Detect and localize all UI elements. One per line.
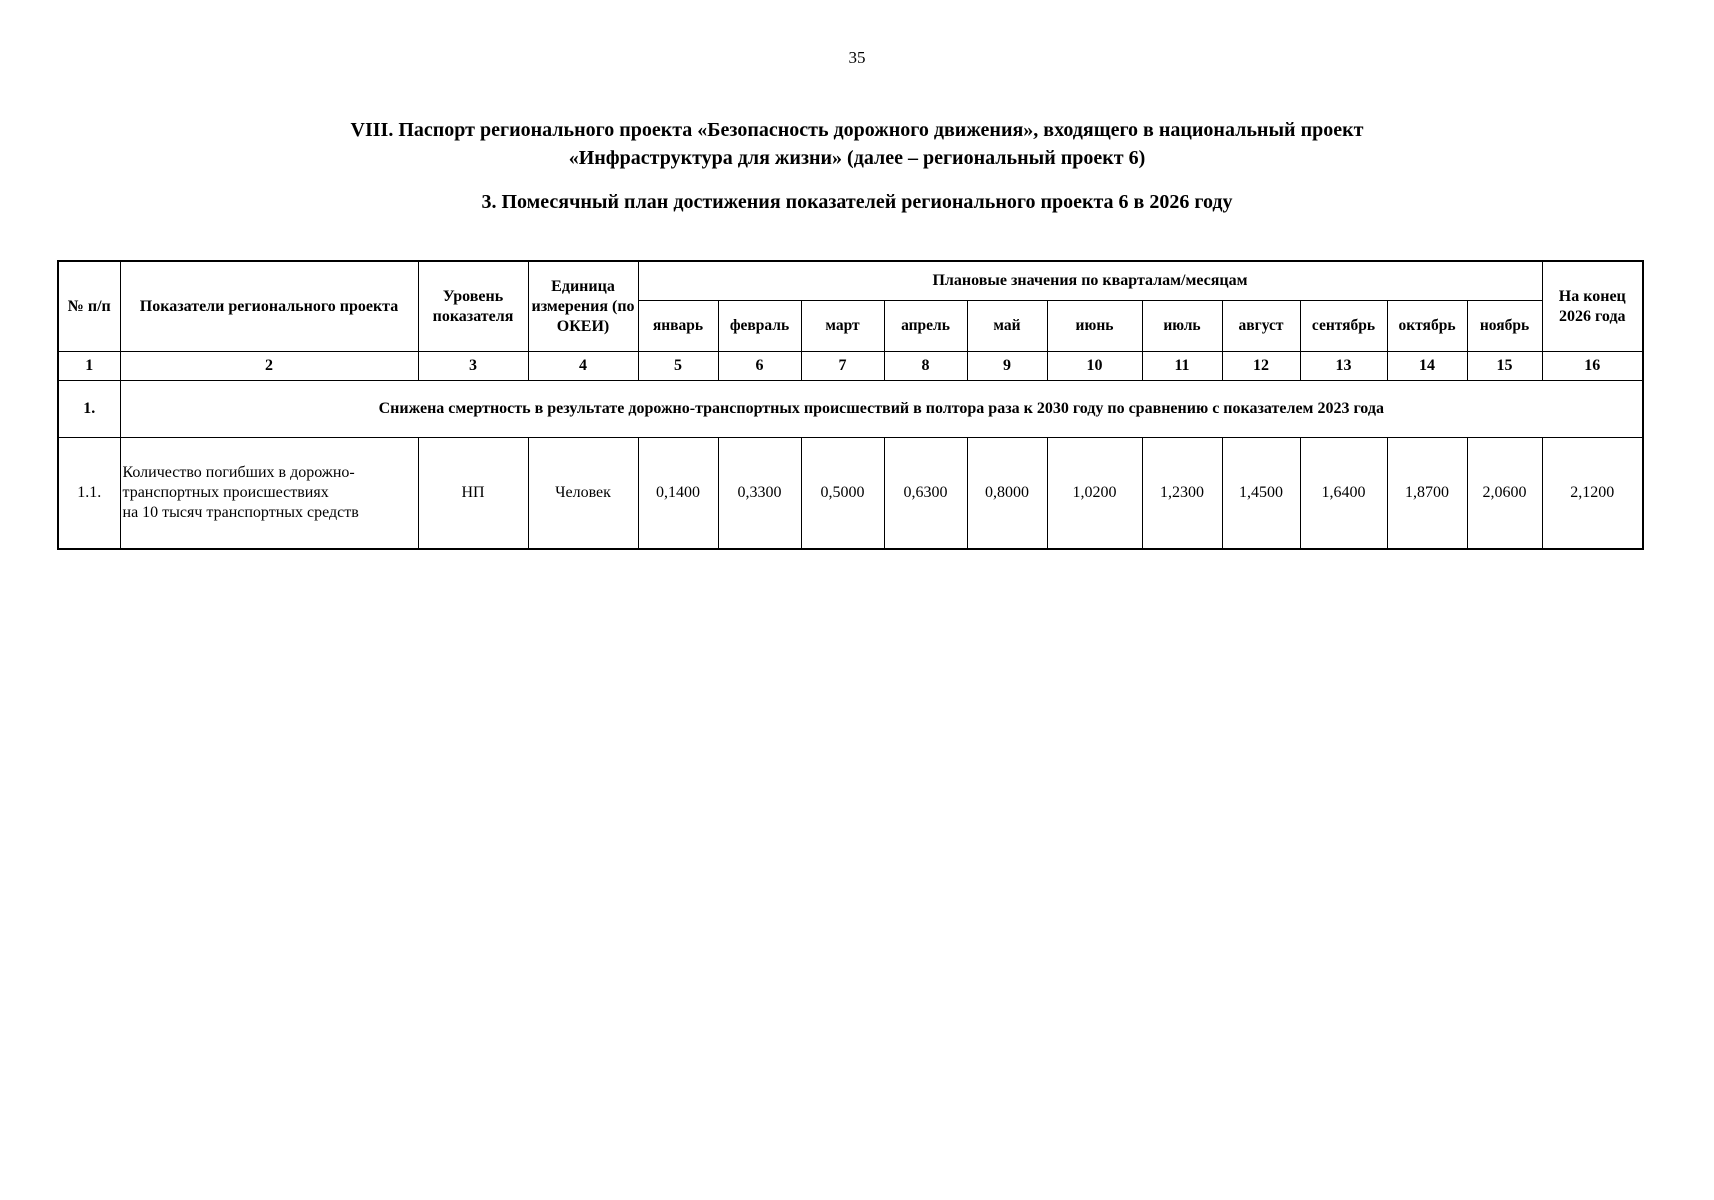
end-of-year-value: 2,1200 <box>1542 438 1643 550</box>
column-number: 4 <box>528 352 638 381</box>
column-number: 14 <box>1387 352 1467 381</box>
goal-text: Снижена смертность в результате дорожно-транспортных происшествий в полтора раза к 2030 году по сравнению с показателем 2023 года <box>120 381 1643 438</box>
table-subtitle: 3. Помесячный план достижения показателей регионального проекта 6 в 2026 году <box>481 191 1233 213</box>
column-number: 9 <box>967 352 1047 381</box>
column-number: 10 <box>1047 352 1142 381</box>
header-planned-values: Плановые значения по кварталам/месяцам <box>638 261 1542 301</box>
page-number: 35 <box>848 48 866 67</box>
header-month: июнь <box>1047 301 1142 352</box>
header-month: март <box>801 301 884 352</box>
header-month: август <box>1222 301 1300 352</box>
indicator-name <box>120 438 418 550</box>
indicator-name-line: на 10 тысяч транспортных средств <box>122 504 359 521</box>
indicator-name-line: транспортных происшествиях <box>122 484 329 501</box>
header-month: январь <box>638 301 718 352</box>
month-value: 0,1400 <box>638 438 718 550</box>
column-number: 5 <box>638 352 718 381</box>
header-num: № п/п <box>58 261 120 352</box>
column-number: 2 <box>120 352 418 381</box>
column-number: 1 <box>58 352 120 381</box>
month-value: 0,6300 <box>884 438 967 550</box>
month-value: 1,0200 <box>1047 438 1142 550</box>
section-title-line-1: VIII. Паспорт регионального проекта «Безопасность дорожного движения», входящего в национальный проект <box>350 119 1364 141</box>
indicator-level: НП <box>418 438 528 550</box>
indicator-num: 1.1. <box>58 438 120 550</box>
section-title-line-2: «Инфраструктура для жизни» (далее – региональный проект 6) <box>568 147 1146 169</box>
header-month: апрель <box>884 301 967 352</box>
indicator-name-line: Количество погибших в дорожно- <box>122 464 355 481</box>
table-row <box>58 438 1643 550</box>
column-number: 13 <box>1300 352 1387 381</box>
column-number: 6 <box>718 352 801 381</box>
goal-num: 1. <box>58 381 120 438</box>
month-value: 1,2300 <box>1142 438 1222 550</box>
column-numbers-row <box>58 352 1643 381</box>
header-month: сентябрь <box>1300 301 1387 352</box>
monthly-plan-table <box>57 260 1644 550</box>
column-number: 8 <box>884 352 967 381</box>
header-month: октябрь <box>1387 301 1467 352</box>
column-number: 16 <box>1542 352 1643 381</box>
indicator-unit: Человек <box>528 438 638 550</box>
header-row <box>58 261 1643 301</box>
column-number: 15 <box>1467 352 1542 381</box>
header-end-of-year: На конец 2026 года <box>1542 261 1643 352</box>
column-number: 12 <box>1222 352 1300 381</box>
column-number: 3 <box>418 352 528 381</box>
month-value: 1,4500 <box>1222 438 1300 550</box>
month-value: 1,8700 <box>1387 438 1467 550</box>
header-unit: Единица измерения (по ОКЕИ) <box>528 261 638 352</box>
month-value: 0,8000 <box>967 438 1047 550</box>
header-month: май <box>967 301 1047 352</box>
column-number: 11 <box>1142 352 1222 381</box>
goal-row <box>58 381 1643 438</box>
header-indicator: Показатели регионального проекта <box>120 261 418 352</box>
month-value: 2,0600 <box>1467 438 1542 550</box>
header-month: июль <box>1142 301 1222 352</box>
month-value: 1,6400 <box>1300 438 1387 550</box>
column-number: 7 <box>801 352 884 381</box>
month-value: 0,5000 <box>801 438 884 550</box>
header-month: ноябрь <box>1467 301 1542 352</box>
month-value: 0,3300 <box>718 438 801 550</box>
header-level: Уровень показателя <box>418 261 528 352</box>
header-month: февраль <box>718 301 801 352</box>
